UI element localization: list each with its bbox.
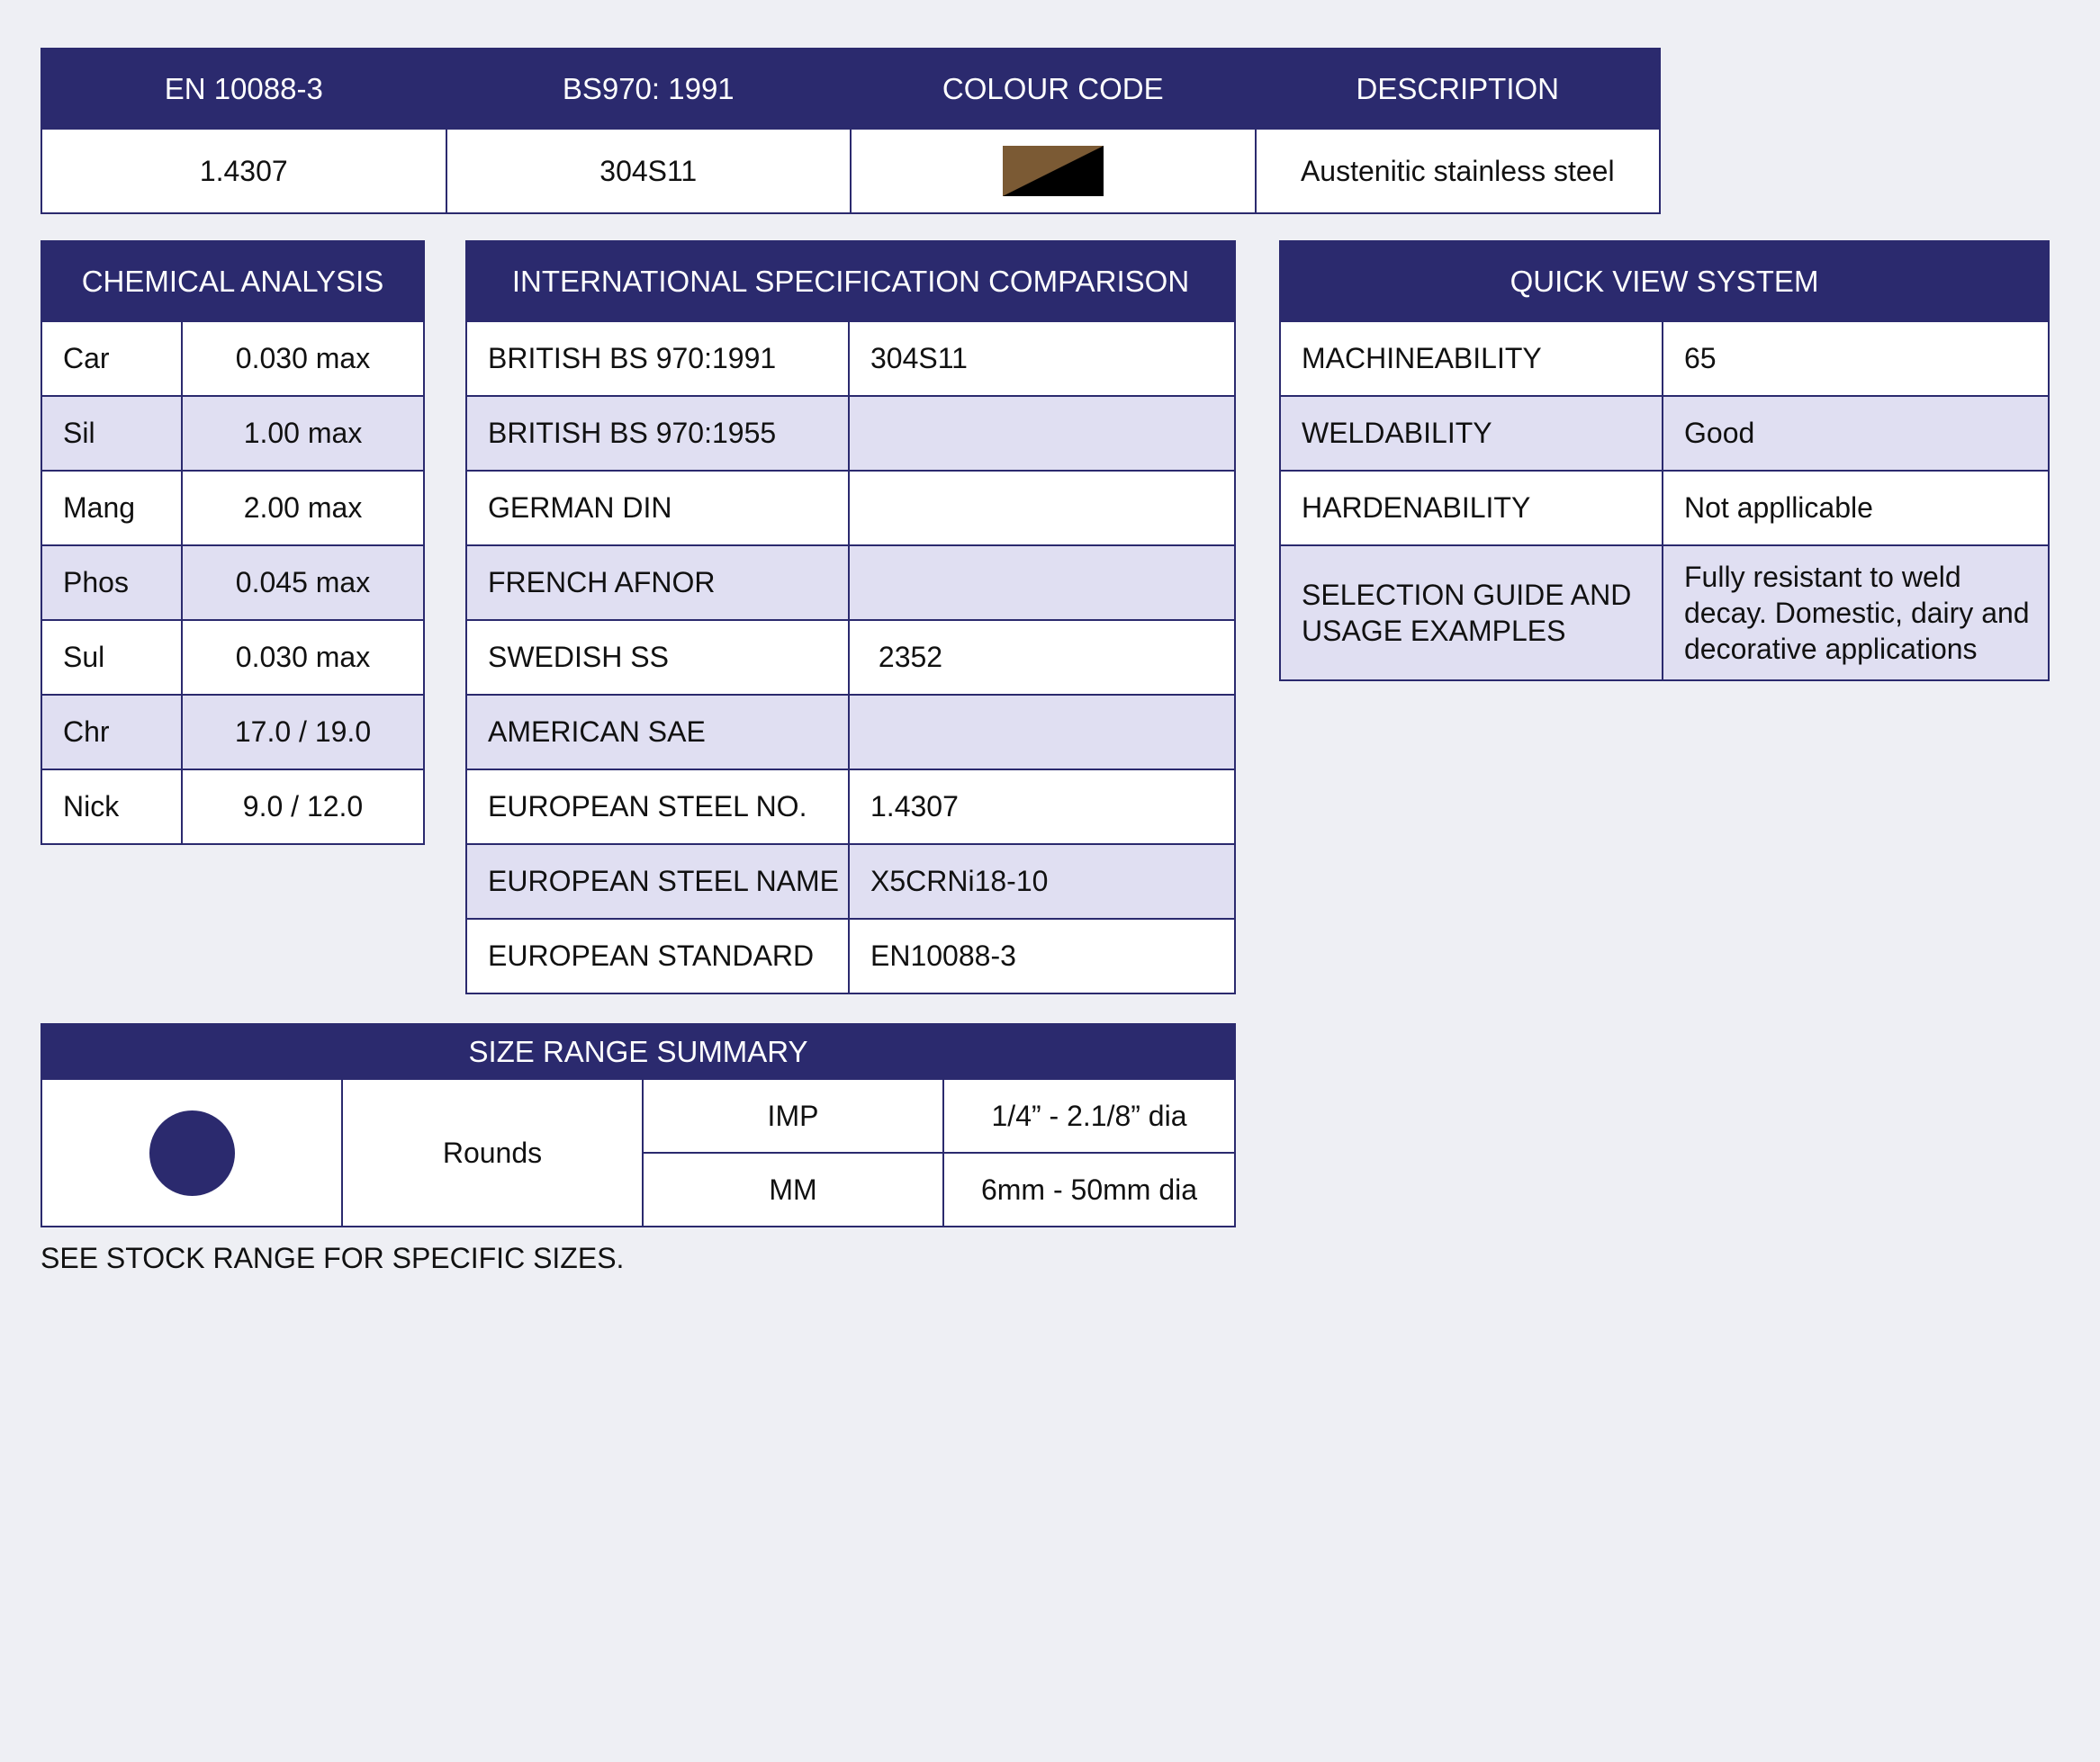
- spec-row: [466, 321, 1235, 396]
- spec-value: [849, 545, 1235, 620]
- spec-value: 304S11: [849, 321, 1235, 396]
- chem-row: [41, 769, 424, 844]
- bs-value: 304S11: [446, 129, 852, 213]
- quick-row: [1280, 396, 2049, 471]
- spec-label: SWEDISH SS: [466, 620, 849, 695]
- spec-value: 2352: [849, 620, 1235, 695]
- chem-row: [41, 620, 424, 695]
- spec-label: BRITISH BS 970:1991: [466, 321, 849, 396]
- size-range-table: [41, 1023, 1236, 1227]
- spec-label: BRITISH BS 970:1955: [466, 396, 849, 471]
- chem-value: 17.0 / 19.0: [182, 695, 424, 769]
- header-colour-code: COLOUR CODE: [851, 49, 1256, 129]
- spec-row: [466, 695, 1235, 769]
- spec-row: [466, 545, 1235, 620]
- chem-row: [41, 396, 424, 471]
- spec-comparison-table: [465, 240, 1236, 994]
- header-description: DESCRIPTION: [1256, 49, 1661, 129]
- colour-code-swatch: [1003, 146, 1104, 196]
- chem-element: Mang: [41, 471, 182, 545]
- spec-label: EUROPEAN STANDARD: [466, 919, 849, 993]
- size-row: [41, 1079, 1235, 1153]
- quick-value: Good: [1663, 396, 2049, 471]
- round-bar-icon: [149, 1110, 235, 1196]
- chem-value: 2.00 max: [182, 471, 424, 545]
- chem-element: Car: [41, 321, 182, 396]
- chem-value: 9.0 / 12.0: [182, 769, 424, 844]
- spec-value: [849, 396, 1235, 471]
- chem-value: 0.030 max: [182, 620, 424, 695]
- grade-summary-header-row: [41, 49, 1660, 129]
- grade-summary-table: [41, 48, 1661, 214]
- quick-label: WELDABILITY: [1280, 396, 1663, 471]
- spec-label: GERMAN DIN: [466, 471, 849, 545]
- size-range-title: SIZE RANGE SUMMARY: [41, 1024, 1235, 1079]
- spec-value: 1.4307: [849, 769, 1235, 844]
- quick-row: [1280, 321, 2049, 396]
- grade-summary-value-row: [41, 129, 1660, 213]
- chem-row: [41, 545, 424, 620]
- chem-element: Sul: [41, 620, 182, 695]
- quick-label: HARDENABILITY: [1280, 471, 1663, 545]
- quick-row: [1280, 545, 2049, 680]
- chem-element: Chr: [41, 695, 182, 769]
- header-en-10088-3: EN 10088-3: [41, 49, 446, 129]
- en-value: 1.4307: [41, 129, 446, 213]
- spec-label: EUROPEAN STEEL NO.: [466, 769, 849, 844]
- spec-row: [466, 844, 1235, 919]
- chem-element: Nick: [41, 769, 182, 844]
- spec-label: FRENCH AFNOR: [466, 545, 849, 620]
- chem-value: 0.045 max: [182, 545, 424, 620]
- spec-value: EN10088-3: [849, 919, 1235, 993]
- spec-value: [849, 695, 1235, 769]
- quick-view-table: [1279, 240, 2050, 681]
- header-bs970: BS970: 1991: [446, 49, 852, 129]
- size-range: 1/4” - 2.1/8” dia: [943, 1079, 1235, 1153]
- colour-code-cell: [851, 129, 1256, 213]
- quick-value: Not appllicable: [1663, 471, 2049, 545]
- chemical-analysis-title: CHEMICAL ANALYSIS: [41, 241, 424, 321]
- quick-row: [1280, 471, 2049, 545]
- size-unit: MM: [643, 1153, 943, 1227]
- spec-row: [466, 919, 1235, 993]
- spec-row: [466, 471, 1235, 545]
- spec-row: [466, 396, 1235, 471]
- shape-cell: [41, 1079, 342, 1227]
- size-range: 6mm - 50mm dia: [943, 1153, 1235, 1227]
- description-value: Austenitic stainless steel: [1256, 129, 1661, 213]
- quick-value: 65: [1663, 321, 2049, 396]
- chem-value: 0.030 max: [182, 321, 424, 396]
- quick-label: SELECTION GUIDE AND USAGE EXAMPLES: [1280, 545, 1663, 680]
- stock-range-note: SEE STOCK RANGE FOR SPECIFIC SIZES.: [41, 1242, 625, 1274]
- chem-element: Sil: [41, 396, 182, 471]
- chem-row: [41, 471, 424, 545]
- chem-row: [41, 695, 424, 769]
- spec-row: [466, 769, 1235, 844]
- spec-value: [849, 471, 1235, 545]
- spec-value: X5CRNi18-10: [849, 844, 1235, 919]
- shape-label: Rounds: [342, 1079, 643, 1227]
- chem-value: 1.00 max: [182, 396, 424, 471]
- spec-label: EUROPEAN STEEL NAME: [466, 844, 849, 919]
- quick-label: MACHINEABILITY: [1280, 321, 1663, 396]
- spec-comparison-title: INTERNATIONAL SPECIFICATION COMPARISON: [466, 241, 1235, 321]
- chem-row: [41, 321, 424, 396]
- quick-view-title: QUICK VIEW SYSTEM: [1280, 241, 2049, 321]
- chemical-analysis-table: [41, 240, 425, 845]
- size-unit: IMP: [643, 1079, 943, 1153]
- quick-value: Fully resistant to weld decay. Domestic, dairy and decorative applications: [1663, 545, 2049, 680]
- chem-element: Phos: [41, 545, 182, 620]
- spec-row: [466, 620, 1235, 695]
- spec-label: AMERICAN SAE: [466, 695, 849, 769]
